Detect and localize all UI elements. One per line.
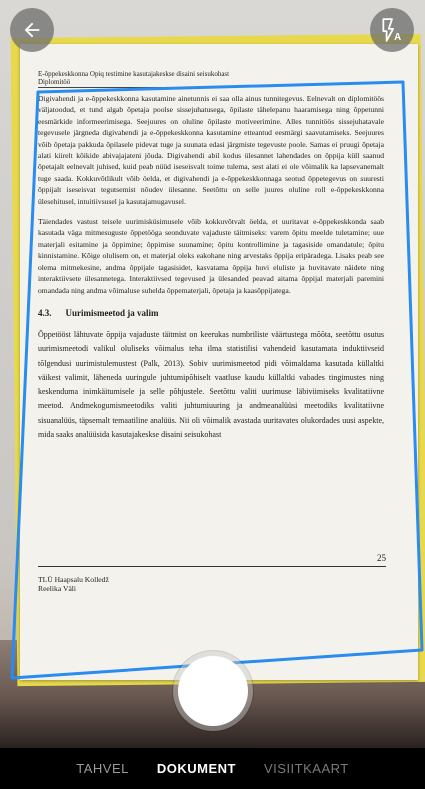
back-button[interactable] (10, 8, 54, 52)
section-title: Uurimismeetod ja valim (65, 307, 159, 318)
shutter-button[interactable] (178, 656, 248, 726)
footer-institution: TLÜ Haapsalu Kolledž (38, 575, 109, 584)
flash-auto-button[interactable] (370, 8, 414, 52)
flash-auto-icon (379, 17, 405, 43)
section-number: 4.3. (38, 307, 52, 318)
header-rule (38, 87, 218, 88)
header-subtitle: Diplomitöö (38, 78, 71, 86)
document-footer (38, 553, 386, 593)
section-heading (38, 308, 384, 318)
paragraph-2: Täiendades vastust teisele uurimisküsimusele võib kokkuvõtvalt öelda, et uuritavat e-õppekeskkonda saab kasutada väga mitmesuguste õppetööga seonduvate vajaduste täitmiseks: varem õpitu meelde tuletamine; uue materjali esitamine ja õppimine; õppimise suunamine; õpitu kontrollimine ja tagasiside omandatule; õpitu kinnistamine. Kõige olulisem on, et materjal oleks eakohane ning arvestaks õppija eripäradega. Lisaks peab see olema mitmekesine, andma õppijale tagasisidet, kasvatama õppija huvi eluliste ja huvitavate näidete ning interaktiivsete ülesannetega. Interaktiivsed tegevused ja ülesanded peavad aitama õppijal materjali paremini omandada ning andma võimaluse suhelda õppematerjali, õpetaja ja kaasõppijatega. (38, 217, 384, 295)
arrow-left-icon (21, 19, 43, 41)
page-number: 25 (377, 553, 386, 563)
document-text (38, 70, 384, 442)
paragraph-1: Digivahendi ja e-õppekeskkonna kasutamine ainetunnis ei saa olla ainus tunnitegevus. Eelnevalt on diplomitöös väljatoodud, et tund algab õpetaja poolse sissejuhatusega, õpilaste tähelepanu haaramisega ning õppetunni eesmärkide informeerimisega. Seejuures on oluline õpilaste motiveerimine. Alles tunnitöös sissejuhatavale tegevusele järgneda digivahendi ja e-õppekeskkonna kasutamine etteantud eesmärgi saavutamiseks. Seejuures võib õpetaja pakkuda õpilasele pidevat tuge ja suunata edasi järgmiste tegevuste poole. Samas ei pruugi õpetaja alati kiirelt kõikide abivajajateni jõuda. Digivahendi abil kodus ülesannet lahendades on õppija küll saanud õpetajalt eelnevalt juhised, kuid peab nüüd iseseisvalt toime tulema, sest alati ei ole võimalik ka lapsevanemalt tuge saada. Kokkuvõtlikult võib öelda, et digivahendi ja e-õppekeskkonnaga seotud õppetegevus on suuresti õppijalt iseseisvat tegutsemist nõudev ülesanne. Seetõttu on selle juures oluline roll e-õppekeskkonna ülesehitusel, intuitiivsusel ja kasutajamugavusel. (38, 94, 384, 206)
paragraph-3: Õppetööst lähtuvate õppija vajaduste täitmist on keerukas numbriliste väärtustega mõõta, seetõttu osutus uurimismeetodi valikul oluliseks võimalus teha ilma statistilisi vahendeid kasutamata induktiivseid tõlgendusi uurimistulemustest (Palk, 2013). Sobiv uurimismeetod pidi võimaldama kasutada küllaltki väikest valimit, läheneda uuringule juhtumipõhiselt vaatluse kaudu küllaltki vabades tingimustes ning keskenduma inimkäitumisele ja selle põhjustele. Seetõttu valiti uurimuse läbiviimiseks kvalitatiivne meetod. Andmekogumismeetodiks valiti juhtumiuuring ja andmeanalüüsi meetodiks kvalitatiivne sisuanalüüs, täpsemalt temaatiline analüüs. Nii oli võimalik avastada uuritavates olukordades uusi aspekte, mida saaks analüüsida kasutajakeskse disaini seisukohast (38, 329, 384, 439)
footer-author: Reelika Väli (38, 584, 77, 593)
header-title: E-õppekeskkonna Opiq testimine kasutajakeskse disaini seisukohast (38, 70, 230, 78)
mode-tahvel[interactable]: TAHVEL (76, 761, 129, 776)
footer-rule (38, 553, 386, 567)
mode-dokument[interactable]: DOKUMENT (156, 761, 236, 776)
scan-mode-selector (0, 748, 425, 789)
svg-text:A: A (394, 31, 402, 43)
mode-visiitkaart[interactable]: VISIITKAART (263, 761, 349, 776)
document-header (38, 70, 384, 86)
